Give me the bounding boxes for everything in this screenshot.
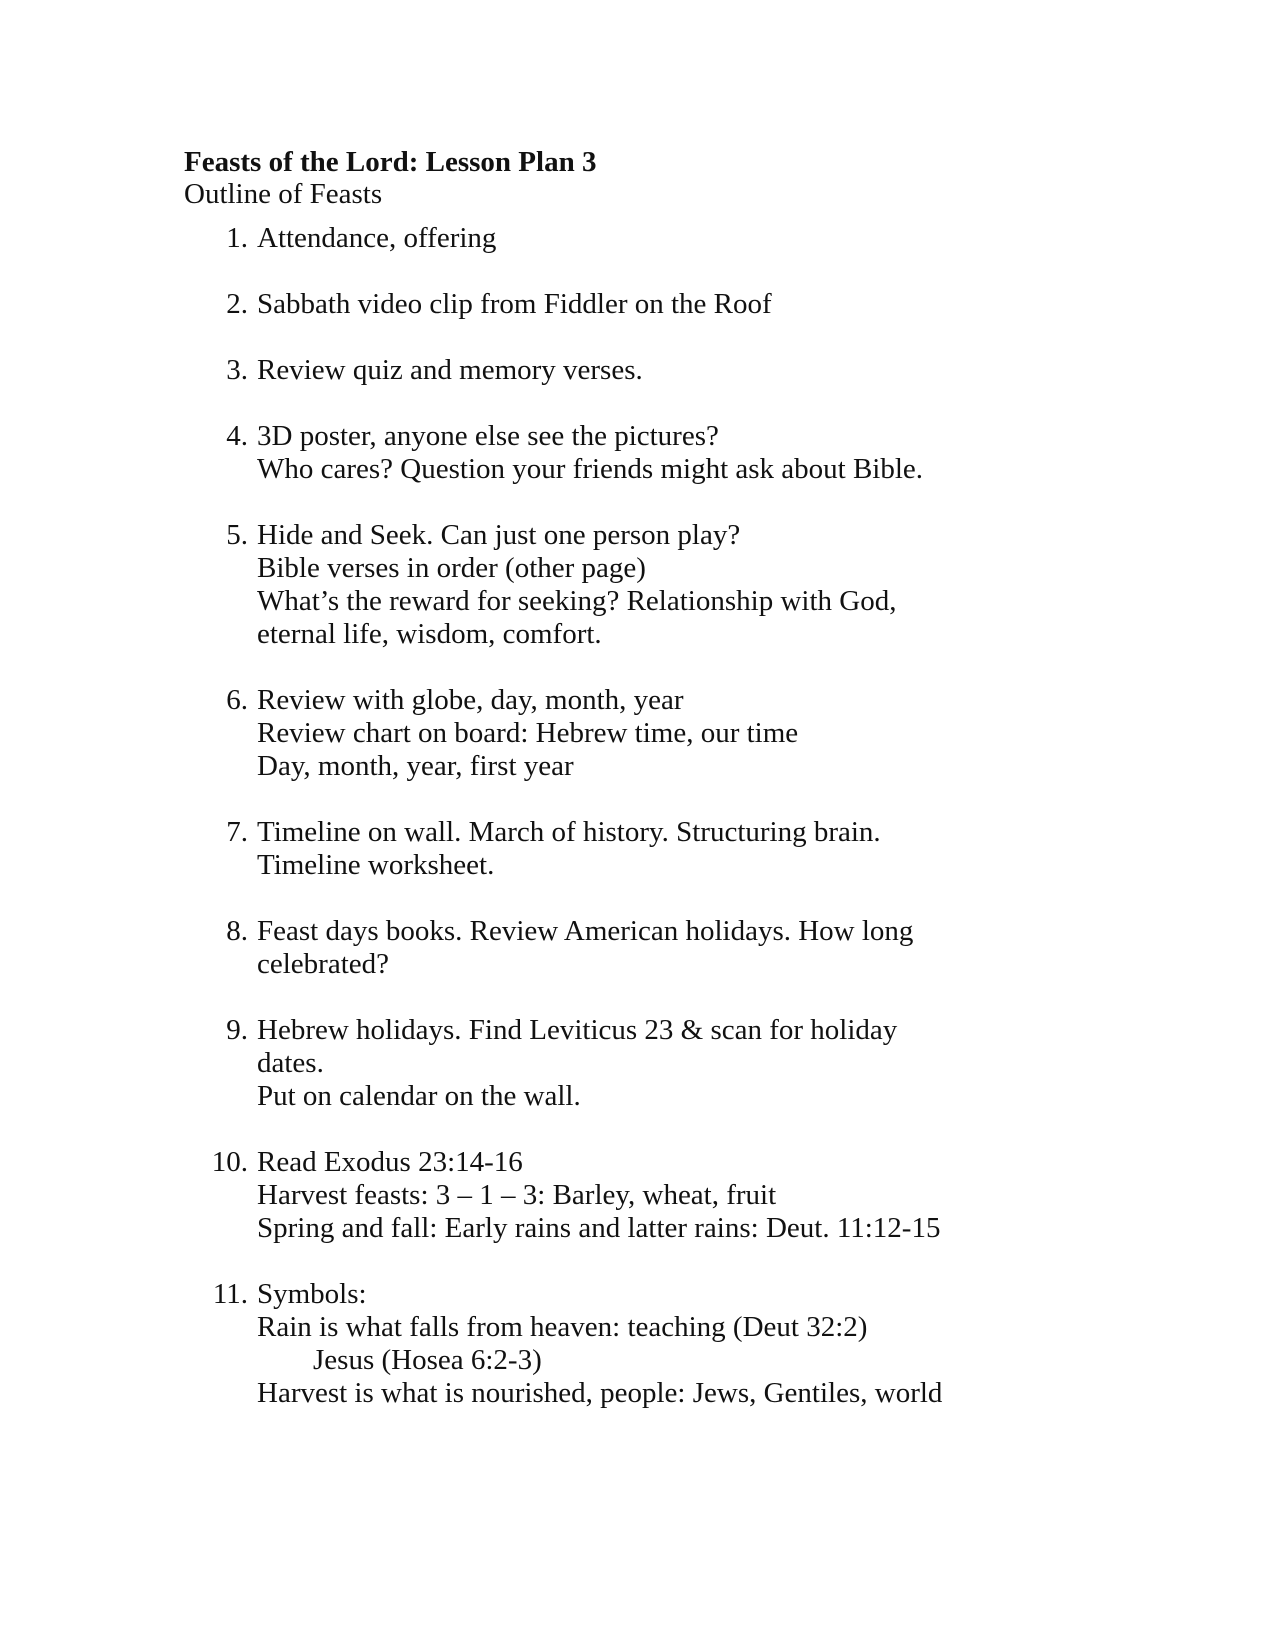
- item-line: Review quiz and memory verses.: [257, 354, 643, 386]
- item-line: Hebrew holidays. Find Leviticus 23 & scan for holiday: [257, 1014, 898, 1046]
- item-line: celebrated?: [257, 948, 390, 980]
- outline-item: [184, 816, 1184, 882]
- item-line: Review chart on board: Hebrew time, our time: [257, 717, 799, 749]
- item-number: 9.: [226, 1014, 248, 1046]
- item-line: Read Exodus 23:14-16: [257, 1146, 523, 1178]
- item-number: 4.: [226, 420, 248, 452]
- item-number: 8.: [226, 915, 248, 947]
- item-line: Timeline worksheet.: [257, 849, 495, 881]
- item-line: Review with globe, day, month, year: [257, 684, 684, 716]
- item-line: Sabbath video clip from Fiddler on the Roof: [257, 288, 772, 320]
- item-line: Timeline on wall. March of history. Structuring brain.: [257, 816, 881, 848]
- item-number: 7.: [226, 816, 248, 848]
- item-line: Harvest is what is nourished, people: Jews, Gentiles, world: [257, 1377, 943, 1409]
- item-line: dates.: [257, 1047, 324, 1079]
- outline-item: [184, 1014, 1184, 1113]
- item-line: Harvest feasts: 3 – 1 – 3: Barley, wheat, fruit: [257, 1179, 777, 1211]
- item-line: Rain is what falls from heaven: teaching (Deut 32:2): [257, 1311, 868, 1343]
- outline-item: [184, 222, 1184, 255]
- item-number: 10.: [211, 1146, 248, 1178]
- document-subtitle: Outline of Feasts: [184, 178, 383, 210]
- item-line: Bible verses in order (other page): [257, 552, 646, 584]
- item-line: Attendance, offering: [257, 222, 497, 254]
- item-line: Hide and Seek. Can just one person play?: [257, 519, 741, 551]
- item-line: Feast days books. Review American holidays. How long: [257, 915, 914, 947]
- item-line: Symbols:: [257, 1278, 367, 1310]
- item-line: 3D poster, anyone else see the pictures?: [257, 420, 719, 452]
- item-line: Day, month, year, first year: [257, 750, 574, 782]
- item-number: 6.: [226, 684, 248, 716]
- item-line: Spring and fall: Early rains and latter rains: Deut. 11:12-15: [257, 1212, 941, 1244]
- document-page: [184, 146, 1184, 1443]
- item-line: Jesus (Hosea 6:2-3): [313, 1344, 542, 1376]
- item-line: Put on calendar on the wall.: [257, 1080, 581, 1112]
- item-number: 11.: [212, 1278, 248, 1310]
- document-title: Feasts of the Lord: Lesson Plan 3: [184, 146, 597, 178]
- outline-list: [184, 222, 1184, 1410]
- outline-item: [184, 1146, 1184, 1245]
- outline-item: [184, 288, 1184, 321]
- item-line: eternal life, wisdom, comfort.: [257, 618, 602, 650]
- outline-item: [184, 354, 1184, 387]
- outline-item: [184, 519, 1184, 651]
- item-line: Who cares? Question your friends might ask about Bible.: [257, 453, 924, 485]
- item-number: 3.: [226, 354, 248, 386]
- outline-item: [184, 1278, 1184, 1410]
- item-line: What’s the reward for seeking? Relationship with God,: [257, 585, 897, 617]
- outline-item: [184, 684, 1184, 783]
- outline-item: [184, 915, 1184, 981]
- item-number: 1.: [226, 222, 248, 254]
- item-number: 2.: [226, 288, 248, 320]
- item-number: 5.: [226, 519, 248, 551]
- outline-item: [184, 420, 1184, 486]
